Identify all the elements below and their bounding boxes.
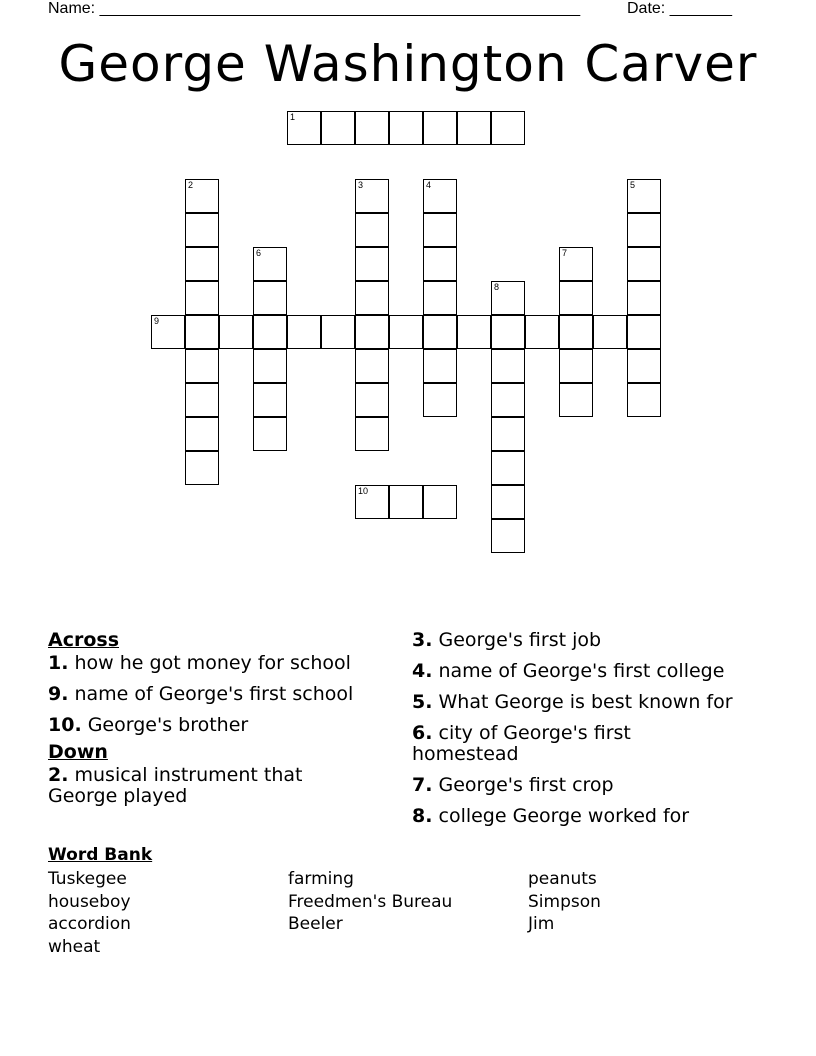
crossword-cell[interactable] — [355, 417, 389, 451]
crossword-cell[interactable] — [559, 349, 593, 383]
clue-down-4 — [412, 661, 742, 682]
clue-number: 5. — [412, 691, 433, 713]
crossword-cell[interactable] — [593, 315, 627, 349]
clue-number: 1. — [48, 652, 69, 674]
cell-number: 1 — [290, 112, 296, 122]
crossword-cell[interactable] — [491, 281, 525, 315]
clue-number: 9. — [48, 683, 69, 705]
crossword-cell[interactable] — [389, 485, 423, 519]
word-bank-item: wheat — [48, 936, 101, 957]
cell-number: 10 — [358, 486, 369, 496]
crossword-cell[interactable] — [491, 349, 525, 383]
word-bank-item: Simpson — [528, 891, 601, 912]
crossword-cell[interactable] — [627, 383, 661, 417]
crossword-cell[interactable] — [389, 315, 423, 349]
crossword-cell[interactable] — [321, 315, 355, 349]
crossword-cell[interactable] — [355, 383, 389, 417]
crossword-cell[interactable] — [423, 349, 457, 383]
crossword-cell[interactable] — [287, 111, 321, 145]
clue-text: how he got money for school — [68, 652, 351, 674]
word-bank-item: Tuskegee — [48, 869, 127, 889]
crossword-cell[interactable] — [491, 485, 525, 519]
clue-down-7 — [412, 775, 742, 796]
clue-down-5 — [412, 692, 742, 713]
word-bank-column-1 — [48, 868, 131, 958]
crossword-cell[interactable] — [491, 383, 525, 417]
cell-number: 8 — [494, 282, 500, 292]
down-heading: Down — [48, 741, 108, 763]
crossword-cell[interactable] — [627, 213, 661, 247]
word-bank-column-2 — [288, 868, 452, 936]
clue-across-10 — [48, 715, 378, 736]
crossword-cell[interactable] — [253, 247, 287, 281]
crossword-cell[interactable] — [559, 383, 593, 417]
clue-text: city of George's first homestead — [412, 722, 631, 765]
cell-number: 2 — [188, 180, 194, 190]
crossword-cell[interactable] — [491, 315, 525, 349]
clue-text: name of George's first college — [432, 660, 725, 682]
clue-across-1 — [48, 653, 378, 674]
crossword-cell[interactable] — [355, 281, 389, 315]
crossword-cell[interactable] — [559, 247, 593, 281]
crossword-cell[interactable] — [457, 315, 491, 349]
crossword-cell[interactable] — [423, 111, 457, 145]
crossword-cell[interactable] — [423, 383, 457, 417]
crossword-cell[interactable] — [559, 281, 593, 315]
crossword-cell[interactable] — [355, 111, 389, 145]
clue-text: musical instrument that George played — [48, 764, 303, 807]
clue-number: 3. — [412, 629, 433, 651]
cell-number: 9 — [154, 316, 160, 326]
crossword-cell[interactable] — [491, 451, 525, 485]
cell-number: 7 — [562, 248, 568, 258]
date-field-label: Date: _______ — [627, 0, 732, 17]
crossword-cell[interactable] — [525, 315, 559, 349]
crossword-cell[interactable] — [423, 315, 457, 349]
clue-number: 4. — [412, 660, 433, 682]
crossword-cell[interactable] — [185, 213, 219, 247]
crossword-cell[interactable] — [355, 315, 389, 349]
crossword-cell[interactable] — [253, 315, 287, 349]
clue-number: 7. — [412, 774, 433, 796]
crossword-cell[interactable] — [355, 485, 389, 519]
clue-down-8 — [412, 806, 742, 827]
crossword-cell[interactable] — [627, 247, 661, 281]
crossword-cell[interactable] — [151, 315, 185, 349]
clues-right-column — [412, 630, 742, 837]
clue-text: college George worked for — [432, 805, 690, 827]
crossword-cell[interactable] — [423, 247, 457, 281]
crossword-cell[interactable] — [423, 213, 457, 247]
clue-number: 2. — [48, 764, 69, 786]
crossword-cell[interactable] — [457, 111, 491, 145]
crossword-cell[interactable] — [253, 417, 287, 451]
crossword-cell[interactable] — [253, 383, 287, 417]
clue-text: George's first job — [432, 629, 602, 651]
crossword-cell[interactable] — [355, 213, 389, 247]
clues-left-column — [48, 630, 378, 817]
crossword-cell[interactable] — [185, 451, 219, 485]
clue-number: 10. — [48, 714, 82, 736]
crossword-cell[interactable] — [559, 315, 593, 349]
clue-number: 6. — [412, 722, 433, 744]
crossword-cell[interactable] — [423, 281, 457, 315]
crossword-cell[interactable] — [321, 111, 355, 145]
word-bank-heading: Word Bank — [48, 845, 153, 865]
clue-text: What George is best known for — [432, 691, 733, 713]
cell-number: 6 — [256, 248, 262, 258]
crossword-cell[interactable] — [185, 247, 219, 281]
clue-text: George's brother — [81, 714, 249, 736]
word-bank-item: Beeler — [288, 914, 343, 934]
crossword-cell[interactable] — [627, 315, 661, 349]
crossword-cell[interactable] — [185, 349, 219, 383]
cell-number: 4 — [426, 180, 432, 190]
cell-number: 5 — [630, 180, 636, 190]
crossword-cell[interactable] — [185, 417, 219, 451]
clue-across-9 — [48, 684, 378, 705]
word-bank-item: Jim — [528, 914, 555, 934]
crossword-cell[interactable] — [627, 349, 661, 383]
crossword-cell[interactable] — [355, 179, 389, 213]
crossword-cell[interactable] — [627, 179, 661, 213]
crossword-cell[interactable] — [355, 349, 389, 383]
crossword-cell[interactable] — [355, 247, 389, 281]
crossword-cell[interactable] — [253, 349, 287, 383]
page-title: George Washington Carver — [58, 35, 758, 93]
word-bank-item: houseboy — [48, 891, 131, 912]
crossword-cell[interactable] — [185, 179, 219, 213]
across-heading: Across — [48, 629, 120, 651]
word-bank-item: peanuts — [528, 869, 597, 889]
crossword-cell[interactable] — [491, 111, 525, 145]
crossword-cell[interactable] — [491, 417, 525, 451]
cell-number: 3 — [358, 180, 364, 190]
crossword-cell[interactable] — [185, 315, 219, 349]
word-bank-item: farming — [288, 869, 354, 889]
name-field-label: Name: ______________________________________________________ — [48, 0, 581, 17]
crossword-cell[interactable] — [389, 111, 423, 145]
crossword-cell[interactable] — [423, 179, 457, 213]
word-bank-item: Freedmen's Bureau — [288, 891, 453, 912]
clue-text: George's first crop — [432, 774, 614, 796]
crossword-cell[interactable] — [219, 315, 253, 349]
crossword-cell[interactable] — [253, 281, 287, 315]
crossword-cell[interactable] — [185, 281, 219, 315]
clue-text: name of George's first school — [68, 683, 354, 705]
clue-number: 8. — [412, 805, 433, 827]
clue-down-3 — [412, 630, 742, 651]
crossword-cell[interactable] — [627, 281, 661, 315]
word-bank-column-3 — [528, 868, 601, 936]
clue-down-6 — [412, 723, 672, 765]
word-bank-item: accordion — [48, 914, 131, 934]
crossword-cell[interactable] — [185, 383, 219, 417]
crossword-cell[interactable] — [423, 485, 457, 519]
clue-down-2 — [48, 765, 338, 807]
crossword-cell[interactable] — [287, 315, 321, 349]
crossword-cell[interactable] — [491, 519, 525, 553]
